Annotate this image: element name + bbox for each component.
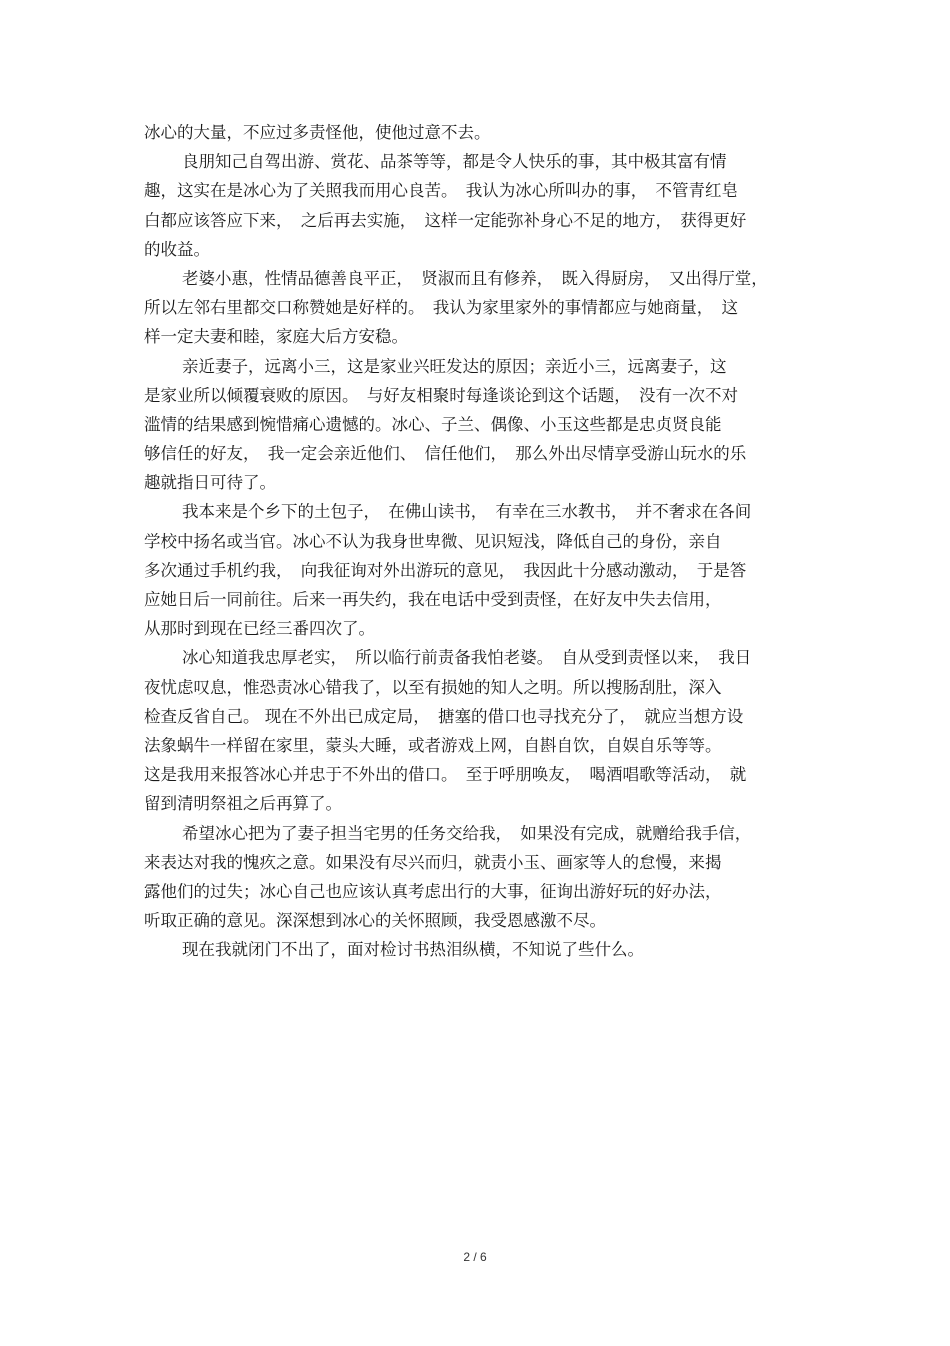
- text-line: 趣，这实在是冰心为了关照我而用心良苦。 我认为冰心所叫办的事， 不管青红皂: [144, 181, 738, 201]
- text-line: 留到清明祭祖之后再算了。: [144, 794, 342, 814]
- paragraph-first-line: 我本来是个乡下的土包子， 在佛山读书， 有幸在三水教书， 并不奢求在各间: [182, 502, 752, 522]
- text-line: 法象蜗牛一样留在家里，蒙头大睡，或者游戏上网，自斟自饮，自娱自乐等等。: [144, 735, 722, 755]
- text-line: 冰心的大量，不应过多责怪他，使他过意不去。: [144, 123, 491, 142]
- text-line: 滥情的结果感到惋惜痛心遗憾的。冰心、子兰、偶像、小玉这些都是忠贞贤良能: [144, 414, 722, 434]
- paragraph-first-line: 亲近妻子，远离小三，这是家业兴旺发达的原因；亲近小三，远离妻子，这: [182, 356, 727, 376]
- text-line: 夜忧虑叹息，惟恐责冰心错我了，以至有损她的知人之明。所以搜肠刮肚，深入: [144, 677, 722, 697]
- body-text: [144, 118, 808, 964]
- text-line: 来表达对我的愧疚之意。如果没有尽兴而归，就责小玉、画家等人的怠慢，来揭: [144, 852, 722, 872]
- text-line: 够信任的好友， 我一定会亲近他们、 信任他们， 那么外出尽情享受游山玩水的乐: [144, 444, 747, 464]
- paragraph-first-line: 现在我就闭门不出了，面对检讨书热泪纵横，不知说了些什么。: [182, 940, 644, 960]
- text-line: 样一定夫妻和睦，家庭大后方安稳。: [144, 327, 408, 347]
- text-line: 多次通过手机约我， 向我征询对外出游玩的意见， 我因此十分感动激动， 于是答: [144, 560, 747, 580]
- text-line: 白都应该答应下来， 之后再去实施， 这样一定能弥补身心不足的地方， 获得更好: [144, 210, 747, 230]
- text-line: 应她日后一同前往。后来一再失约，我在电话中受到责怪，在好友中失去信用，: [144, 590, 722, 609]
- text-line: 所以左邻右里都交口称赞她是好样的。 我认为家里家外的事情都应与她商量， 这: [144, 298, 738, 318]
- text-line: 检查反省自己。 现在不外出已成定局， 搪塞的借口也寻找充分了， 就应当想方设: [144, 706, 744, 726]
- paragraph-first-line: 冰心知道我忠厚老实， 所以临行前责备我怕老婆。 自从受到责怪以来， 我日: [182, 648, 752, 668]
- page-number: 2 / 6: [463, 1250, 487, 1264]
- paragraph-first-line: 老婆小惠，性情品德善良平正， 贤淑而且有修养， 既入得厨房， 又出得厅堂，: [182, 268, 768, 288]
- text-line: 是家业所以倾覆衰败的原因。 与好友相聚时每逢谈论到这个话题， 没有一次不对: [144, 385, 738, 405]
- text-line: 从那时到现在已经三番四次了。: [144, 619, 375, 639]
- text-line: 学校中扬名或当官。冰心不认为我身世卑微、见识短浅，降低自己的身份，亲自: [144, 531, 722, 551]
- text-line: 趣就指日可待了。: [144, 473, 276, 493]
- text-line: 的收益。: [144, 239, 210, 259]
- text-line: 露他们的过失；冰心自己也应该认真考虑出行的大事，征询出游好玩的好办法，: [144, 881, 722, 901]
- text-line: 这是我用来报答冰心并忠于不外出的借口。 至于呼朋唤友， 喝酒唱歌等活动， 就: [144, 765, 747, 785]
- paragraph-first-line: 良朋知己自驾出游、赏花、品茶等等，都是令人快乐的事，其中极其富有情: [182, 152, 727, 172]
- text-line: 听取正确的意见。深深想到冰心的关怀照顾，我受恩感激不尽。: [144, 911, 606, 931]
- paragraph-first-line: 希望冰心把为了妻子担当宅男的任务交给我， 如果没有完成，就赠给我手信，: [182, 823, 752, 843]
